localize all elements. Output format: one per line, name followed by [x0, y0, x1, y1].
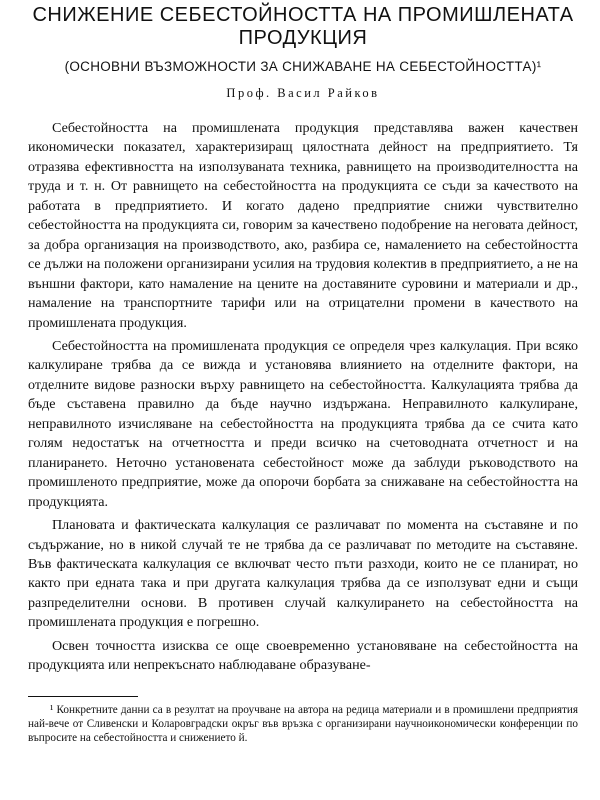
paragraph: Плановата и фактическата калкулация се различават по момента на съставяне и по съдържание, но в никой случай те не трябва да се различават по методите на съставяне. Във фактическата калкулация се включват често пъти разходи, които не се планират, но както при едната така и при другата калкулация трябва да се използуват едни и същи разпределителни основи. В противен случай калкулирането на себестойността на промишлената продукция е погрешно.	[28, 517, 578, 631]
paragraph: Себестойността на промишлената продукция се определя чрез калкулация. При всяко калкулиране трябва да се вижда и установява влиянието на отделните фактори, на отделните видове разноски върху равнището на себестойността. Калкулацията трябва да бъде съставена правилно да бъде научно издържана. Неправилното калкулиране, неправилното изчисляване на себестойността на продукцията трябва да се счита като голям недостатък на отчетността и преди всичко на счетоводната отчетност и на планирането. Неточно установената себестойност може да заблуди ръководството на промишленото предприятие, може да опорочи борбата за снижаване на себестойността на продукцията.	[28, 337, 578, 510]
footnote: ¹ Конкретните данни са в резултат на проучване на автора на редица материали и в промишлени предприятия най-вече от Сливенски и Коларовградски окръг във връзка с организирани научноикономически конференции по въпросите на себестойността и снижението й.	[28, 703, 578, 744]
article-title: СНИЖЕНИЕ СЕБЕСТОЙНОСТТА НА ПРОМИШЛЕНАТА ПРОДУКЦИЯ	[32, 4, 574, 49]
footnote-divider	[28, 696, 138, 697]
article-subtitle: (ОСНОВНИ ВЪЗМОЖНОСТИ ЗА СНИЖАВАНЕ НА СЕБЕСТОЙНОСТТА)¹	[64, 59, 542, 74]
paragraph: Себестойността на промишлената продукция представлява важен качествен икономически показател, характеризиращ цялостната дейност на предприятието. Тя отразява ефективността на използуваната техника, равнището на производителността на труда и т. н. От равнището на себестойността на продукцията се съди за качеството на работата в предприятието. И когато дадено предприятие снижи чувствително себестойността на продукцията си, говорим за качествено подобрение на неговата дейност, за добра организация на производството, ако, разбира се, намалението на себестойността се дължи на положени организирани усилия на трудовия колектив в предприятието, а не на външни фактори, като намаление на цените на доставяните суровини и материали и др., намаление на транспортните тарифи или на отрицателни промени в качеството на промишлената продукция.	[28, 120, 578, 331]
paragraph: Освен точността изисква се още своевременно установяване на себестойността на продукцията или непрекъснато наблюдаване образуване-	[28, 637, 578, 674]
article-body	[28, 119, 578, 676]
author-line: Проф. Васил Райков	[226, 86, 380, 100]
